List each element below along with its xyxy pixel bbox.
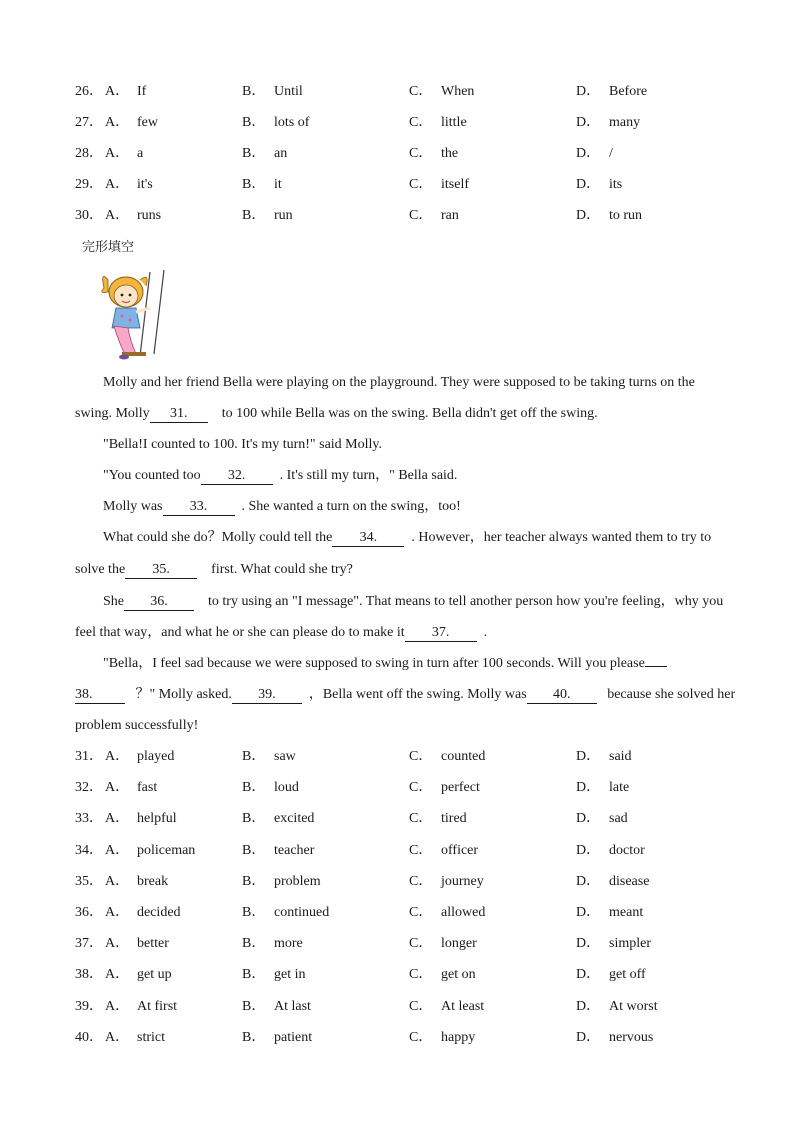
option-letter-a: A． [105, 1030, 130, 1045]
option-c[interactable]: At least [441, 999, 485, 1014]
passage-text: "You counted too [103, 468, 201, 483]
option-letter-b: B． [242, 811, 266, 826]
option-c[interactable]: perfect [441, 780, 480, 795]
option-letter-d: D． [576, 936, 601, 951]
option-letter-a: A． [105, 811, 130, 826]
option-c[interactable]: itself [441, 177, 469, 192]
option-letter-c: C． [409, 905, 433, 920]
option-letter-c: C． [409, 749, 433, 764]
passage-line [75, 623, 751, 643]
question-31 [75, 747, 775, 767]
passage-line [75, 404, 751, 424]
option-d[interactable]: said [609, 749, 632, 764]
option-d[interactable]: get off [609, 967, 646, 982]
option-letter-c: C． [409, 811, 433, 826]
option-b[interactable]: At last [274, 999, 311, 1014]
option-d[interactable]: many [609, 115, 641, 130]
question-36 [75, 903, 775, 923]
option-letter-b: B． [242, 843, 266, 858]
blank-34[interactable]: 34. [332, 530, 404, 547]
option-d[interactable]: Before [609, 84, 648, 99]
passage-text: problem successfully! [75, 718, 199, 733]
option-letter-c: C． [409, 780, 433, 795]
option-letter-b: B． [242, 115, 266, 130]
option-letter-c: C． [409, 1030, 433, 1045]
option-letter-d: D． [576, 749, 601, 764]
option-letter-a: A． [105, 874, 130, 889]
option-b[interactable]: teacher [274, 843, 315, 858]
question-number: 31． [75, 749, 103, 764]
option-letter-a: A． [105, 967, 130, 982]
passage-line [75, 685, 751, 705]
option-a[interactable]: break [137, 874, 169, 889]
option-b[interactable]: excited [274, 811, 315, 826]
option-a[interactable]: runs [137, 208, 162, 223]
option-c[interactable]: officer [441, 843, 479, 858]
option-letter-b: B． [242, 749, 266, 764]
option-letter-b: B． [242, 967, 266, 982]
option-c[interactable]: journey [441, 874, 484, 889]
passage-text: Molly was [103, 499, 163, 514]
option-letter-b: B． [242, 874, 266, 889]
option-letter-c: C． [409, 999, 433, 1014]
passage-text: to try using an "I message". That means to tell another person how you're feeling，why you [208, 594, 724, 609]
passage-text: . It's still my turn，" Bella said. [279, 468, 458, 483]
passage-text: She [103, 594, 124, 609]
passage-text: ？" Molly asked. [135, 687, 232, 702]
option-a[interactable]: helpful [137, 811, 177, 826]
option-b[interactable]: Until [274, 84, 303, 99]
option-a[interactable]: decided [137, 905, 181, 920]
option-c[interactable]: counted [441, 749, 486, 764]
passage-text: "Bella，I feel sad because we were supposed to swing in turn after 100 seconds. Will you please [103, 656, 645, 671]
passage-text: "Bella!I counted to 100. It's my turn!" said Molly. [103, 437, 383, 452]
passage-line [75, 560, 751, 580]
option-b[interactable]: patient [274, 1030, 313, 1045]
question-38 [75, 965, 775, 985]
option-b[interactable]: an [274, 146, 288, 161]
option-letter-d: D． [576, 843, 601, 858]
option-c[interactable]: ran [441, 208, 459, 223]
option-b[interactable]: get in [274, 967, 306, 982]
option-letter-c: C． [409, 936, 433, 951]
option-letter-b: B． [242, 1030, 266, 1045]
passage-line [75, 373, 779, 393]
passage-text: What could she do？Molly could tell the [103, 530, 333, 545]
passage-text: solve the [75, 562, 126, 577]
option-letter-c: C． [409, 115, 433, 130]
question-number: 32． [75, 780, 103, 795]
option-a[interactable]: few [137, 115, 158, 130]
question-39 [75, 997, 775, 1017]
option-letter-a: A． [105, 936, 130, 951]
option-letter-b: B． [242, 905, 266, 920]
question-30 [75, 206, 775, 226]
option-letter-b: B． [242, 999, 266, 1014]
question-33 [75, 809, 775, 829]
passage-text: Molly and her friend Bella were playing on the playground. They were supposed to be taking turns on the [103, 375, 695, 390]
option-a[interactable]: get up [137, 967, 172, 982]
question-26 [75, 82, 775, 102]
option-a[interactable]: policeman [137, 843, 196, 858]
passage-text: . However，her teacher always wanted them to try to [411, 530, 712, 545]
option-b[interactable]: problem [274, 874, 321, 889]
passage-line [75, 528, 779, 548]
option-a[interactable]: If [137, 84, 147, 99]
passage-line [75, 716, 751, 736]
option-c[interactable]: happy [441, 1030, 476, 1045]
option-letter-c: C． [409, 874, 433, 889]
girl-on-swing-illustration [96, 268, 168, 362]
option-letter-d: D． [576, 999, 601, 1014]
option-letter-a: A． [105, 780, 130, 795]
option-c[interactable]: little [441, 115, 467, 130]
option-d[interactable]: meant [609, 905, 644, 920]
question-number: 27． [75, 115, 103, 130]
option-d[interactable]: to run [609, 208, 643, 223]
option-letter-c: C． [409, 177, 433, 192]
option-a[interactable]: it's [137, 177, 153, 192]
blank-37[interactable]: 37. [405, 625, 477, 642]
option-b[interactable]: run [274, 208, 293, 223]
option-letter-d: D． [576, 1030, 601, 1045]
question-number: 40． [75, 1030, 103, 1045]
blank-33[interactable]: 33. [163, 499, 235, 516]
option-d[interactable]: At worst [609, 999, 658, 1014]
passage-line [75, 497, 779, 517]
option-letter-d: D． [576, 780, 601, 795]
option-a[interactable]: fast [137, 780, 158, 795]
blank-38-start [645, 666, 667, 667]
question-number: 36． [75, 905, 103, 920]
option-letter-a: A． [105, 177, 130, 192]
option-d[interactable]: sad [609, 811, 628, 826]
question-37 [75, 934, 775, 954]
option-letter-a: A． [105, 843, 130, 858]
option-b[interactable]: lots of [274, 115, 310, 130]
option-c[interactable]: When [441, 84, 475, 99]
option-letter-b: B． [242, 177, 266, 192]
question-number: 34． [75, 843, 103, 858]
passage-text: first. What could she try? [211, 562, 353, 577]
question-29 [75, 175, 775, 195]
option-letter-d: D． [576, 177, 601, 192]
passage-line [75, 466, 779, 486]
passage-line [75, 592, 779, 612]
option-c[interactable]: allowed [441, 905, 486, 920]
question-34 [75, 841, 775, 861]
option-letter-d: D． [576, 811, 601, 826]
passage-line [75, 654, 779, 674]
question-35 [75, 872, 775, 892]
option-d[interactable]: simpler [609, 936, 651, 951]
option-b[interactable]: continued [274, 905, 330, 920]
option-c[interactable]: tired [441, 811, 467, 826]
option-letter-d: D． [576, 208, 601, 223]
question-number: 39． [75, 999, 103, 1014]
question-number: 33． [75, 811, 103, 826]
option-d[interactable]: late [609, 780, 630, 795]
option-d[interactable]: disease [609, 874, 650, 889]
passage-line [75, 435, 779, 455]
option-letter-c: C． [409, 84, 433, 99]
option-letter-b: B． [242, 146, 266, 161]
option-letter-c: C． [409, 967, 433, 982]
passage-text: . She wanted a turn on the swing，too! [241, 499, 461, 514]
option-letter-d: D． [576, 874, 601, 889]
option-letter-a: A． [105, 999, 130, 1014]
option-b[interactable]: loud [274, 780, 299, 795]
option-letter-d: D． [576, 967, 601, 982]
question-number: 26． [75, 84, 103, 99]
section-title: 完形填空 [82, 240, 135, 255]
option-letter-b: B． [242, 208, 266, 223]
question-number: 29． [75, 177, 103, 192]
option-b[interactable]: more [274, 936, 303, 951]
blank-40[interactable]: 40. [527, 687, 597, 704]
question-number: 37． [75, 936, 103, 951]
option-b[interactable]: it [274, 177, 282, 192]
option-a[interactable]: strict [137, 1030, 165, 1045]
question-28 [75, 144, 775, 164]
option-letter-a: A． [105, 905, 130, 920]
question-27 [75, 113, 775, 133]
option-letter-c: C． [409, 208, 433, 223]
option-letter-d: D． [576, 146, 601, 161]
option-letter-d: D． [576, 84, 601, 99]
question-40 [75, 1028, 775, 1048]
option-d[interactable]: its [609, 177, 623, 192]
passage-text: feel that way，and what he or she can please do to make it [75, 625, 405, 640]
blank-35[interactable]: 35. [125, 562, 197, 579]
option-a[interactable]: played [137, 749, 175, 764]
blank-38[interactable]: 38. [75, 687, 125, 704]
option-letter-a: A． [105, 749, 130, 764]
passage-text: because she solved her [607, 687, 736, 702]
option-c[interactable]: the [441, 146, 459, 161]
question-32 [75, 778, 775, 798]
passage-text: to 100 while Bella was on the swing. Bella didn't get off the swing. [221, 406, 598, 421]
option-letter-d: D． [576, 115, 601, 130]
option-letter-d: D． [576, 905, 601, 920]
passage-text: . [483, 625, 488, 640]
option-letter-a: A． [105, 208, 130, 223]
blank-32[interactable]: 32. [201, 468, 273, 485]
option-letter-b: B． [242, 936, 266, 951]
question-number: 30． [75, 208, 103, 223]
option-c[interactable]: get on [441, 967, 476, 982]
option-letter-c: C． [409, 843, 433, 858]
passage-text: ，Bella went off the swing. Molly was [308, 687, 527, 702]
option-letter-b: B． [242, 780, 266, 795]
question-number: 28． [75, 146, 103, 161]
passage-text: swing. Molly [75, 406, 150, 421]
question-number: 38． [75, 967, 103, 982]
option-a[interactable]: At first [137, 999, 178, 1014]
option-letter-c: C． [409, 146, 433, 161]
option-d[interactable]: / [609, 146, 613, 161]
option-d[interactable]: nervous [609, 1030, 654, 1045]
blank-31[interactable]: 31. [150, 406, 208, 423]
option-a[interactable]: a [137, 146, 144, 161]
option-b[interactable]: saw [274, 749, 296, 764]
option-letter-a: A． [105, 84, 130, 99]
option-letter-a: A． [105, 146, 130, 161]
option-letter-a: A． [105, 115, 130, 130]
question-number: 35． [75, 874, 103, 889]
blank-36[interactable]: 36. [124, 594, 194, 611]
blank-39[interactable]: 39. [232, 687, 302, 704]
option-letter-b: B． [242, 84, 266, 99]
option-d[interactable]: doctor [609, 843, 645, 858]
option-c[interactable]: longer [441, 936, 477, 951]
option-a[interactable]: better [137, 936, 169, 951]
